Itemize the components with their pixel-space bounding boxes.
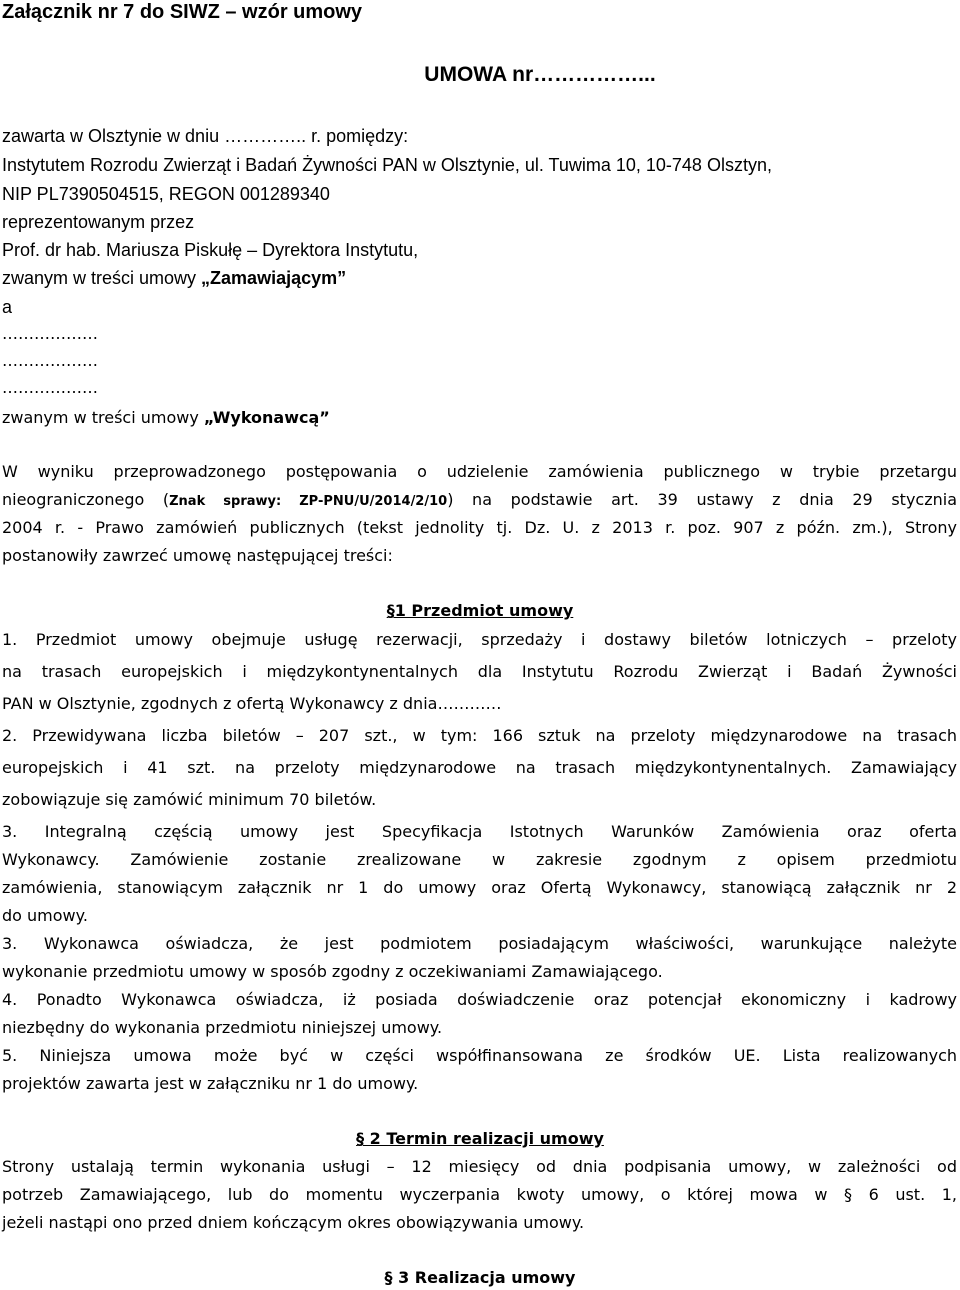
contract-title: UMOWA nr……………... (424, 63, 656, 86)
s1-p6-line-2: projektów zawarta jest w załączniku nr 1 do umowy. (2, 1074, 419, 1093)
s1-p3-line-2: Wykonawcy. Zamówienie zostanie zrealizowane w zakresie zgodnym z opisem przedmiotu (2, 850, 957, 869)
preamble-line-1: W wyniku przeprowadzonego postępowania o udzielenie zamówienia publicznego w trybie przetargu (2, 462, 957, 481)
s1-p4-line-2: wykonanie przedmiotu umowy w sposób zgodny z oczekiwaniami Zamawiającego. (2, 962, 663, 981)
s2-p1-line-1: Strony ustalają termin wykonania usługi – 12 miesięcy od dnia podpisania umowy, w zależności od (2, 1157, 957, 1176)
preamble-line-2 (2, 488, 957, 514)
s1-p1-line-1: 1. Przedmiot umowy obejmuje usługę rezerwacji, sprzedaży i dostawy biletów lotniczych – przeloty (2, 630, 957, 649)
s1-p3-line-1: 3. Integralną częścią umowy jest Specyfikacja Istotnych Warunków Zamówienia oraz oferta (2, 822, 957, 841)
contractor-name: „Wykonawcą” (203, 408, 330, 427)
represented-by-line: reprezentowanym przez (2, 212, 195, 232)
preamble-l2-a: nieograniczonego ( (2, 490, 170, 509)
institute-name-line: Instytutem Rozrodu Zwierząt i Badań Żywności PAN w Olsztynie, ul. Tuwima 10, 10-748 Olsztyn, (2, 155, 772, 175)
s1-p4-line-1: 3. Wykonawca oświadcza, że jest podmiotem posiadającym właściwości, warunkujące należyte (2, 934, 957, 953)
section-3-heading: § 3 Realizacja umowy (384, 1268, 576, 1287)
contractor-line (2, 406, 330, 430)
preamble-line-3: 2004 r. - Prawo zamówień publicznych (tekst jednolity tj. Dz. U. z 2013 r. poz. 907 z późn. zm.), Strony (2, 518, 957, 537)
orderer-prefix: zwanym w treści umowy (2, 268, 202, 288)
orderer-name: „Zamawiającym” (201, 268, 347, 288)
s1-p5-line-2: niezbędny do wykonania przedmiotu niniejszej umowy. (2, 1018, 443, 1037)
attachment-title: Załącznik nr 7 do SIWZ – wzór umowy (2, 1, 363, 23)
s2-p1-line-2: potrzeb Zamawiającego, lub do momentu wyczerpania kwoty umowy, o której mowa w § 6 ust. 1, (2, 1185, 957, 1204)
orderer-line (2, 266, 346, 290)
s1-p2-line-1: 2. Przewidywana liczba biletów – 207 szt., w tym: 166 sztuk na przeloty międzynarodowe na trasach (2, 726, 957, 745)
s1-p2-line-2: europejskich i 41 szt. na przeloty międzynarodowe na trasach międzykontynentalnych. Zamawiający (2, 758, 957, 777)
s1-p3-line-3: zamówienia, stanowiącym załącznik nr 1 do umowy oraz Ofertą Wykonawcy, stanowiącą załącznik nr 2 (2, 878, 957, 897)
contractor-placeholder-3: ……………… (2, 378, 98, 397)
preamble-line-4: postanowiły zawrzeć umowę następującej treści: (2, 546, 393, 565)
institute-ids-line: NIP PL7390504515, REGON 001289340 (2, 184, 330, 204)
s1-p2-line-3: zobowiązuje się zamówić minimum 70 biletów. (2, 790, 377, 809)
case-number: Znak sprawy: ZP-PNU/U/2014/2/10 (169, 494, 448, 509)
s1-p1-line-3: PAN w Olsztynie, zgodnych z ofertą Wykonawcy z dnia………… (2, 694, 502, 713)
conjunction-a: a (2, 297, 13, 317)
s1-p3-line-4: do umowy. (2, 906, 88, 925)
contractor-prefix: zwanym w treści umowy (2, 408, 204, 427)
section-2-heading: § 2 Termin realizacji umowy (356, 1129, 604, 1148)
s1-p5-line-1: 4. Ponadto Wykonawca oświadcza, iż posiada doświadczenie oraz potencjał ekonomiczny i kadrowy (2, 990, 957, 1009)
preamble-l2-c: ) na podstawie art. 39 ustawy z dnia 29 stycznia (447, 490, 958, 509)
s1-p6-line-1: 5. Niniejsza umowa może być w części współfinansowana ze środków UE. Lista realizowanych (2, 1046, 957, 1065)
contract-date-line: zawarta w Olsztynie w dniu ………….. r. pomiędzy: (2, 126, 409, 146)
s1-p1-line-2: na trasach europejskich i międzykontynentalnych dla Instytutu Rozrodu Zwierząt i Badań Żywności (2, 662, 957, 681)
section-1-heading: §1 Przedmiot umowy (386, 601, 574, 620)
contractor-placeholder-1: ……………… (2, 324, 98, 343)
s2-p1-line-3: jeżeli nastąpi ono przed dniem kończącym okres obowiązywania umowy. (2, 1213, 585, 1232)
director-line: Prof. dr hab. Mariusza Piskułę – Dyrektora Instytutu, (2, 240, 419, 260)
contractor-placeholder-2: ……………… (2, 351, 98, 370)
